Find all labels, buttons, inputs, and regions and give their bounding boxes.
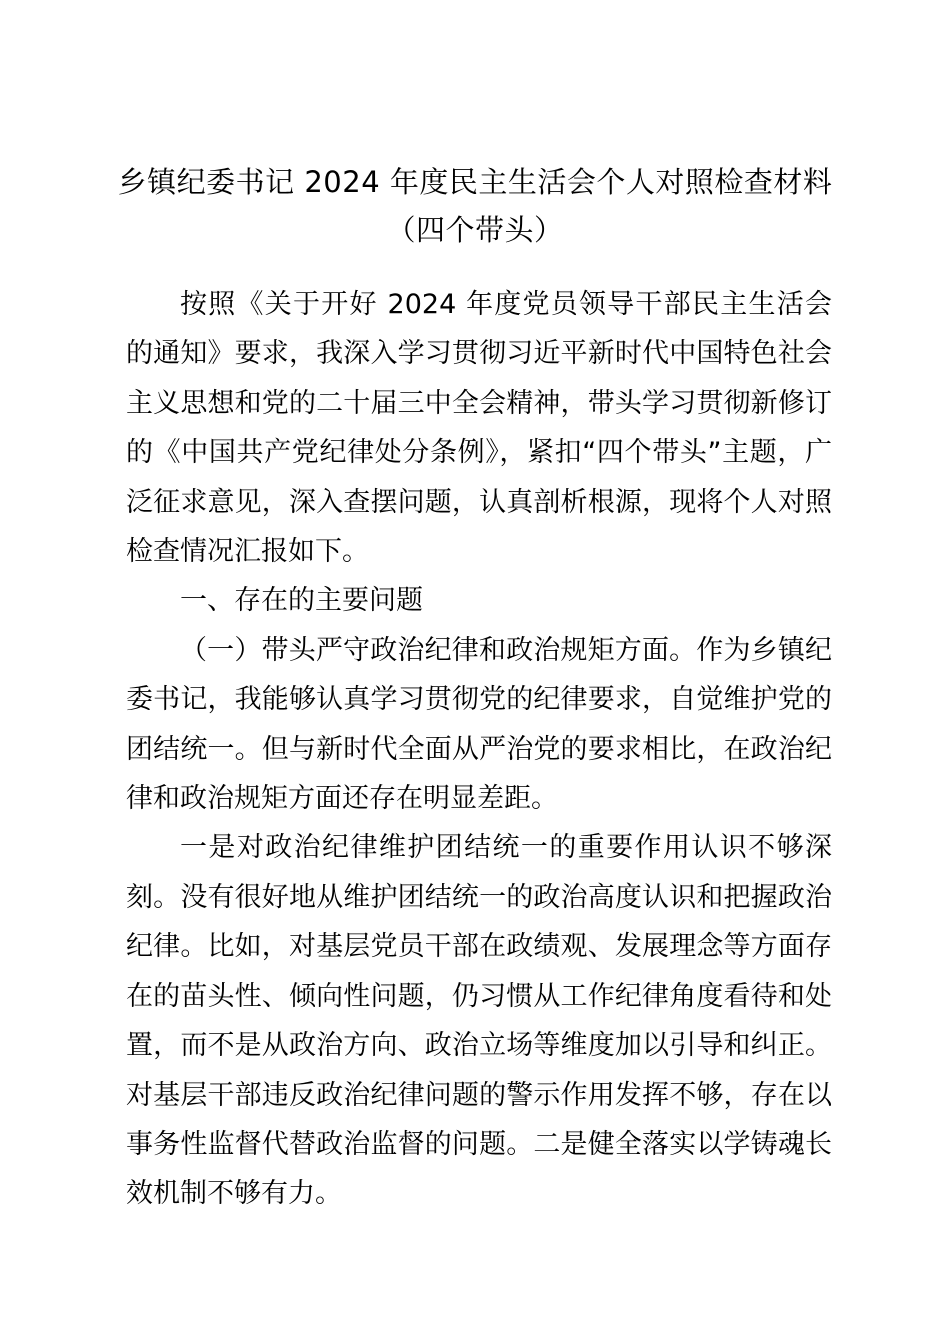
- document-subtitle: （四个带头）: [386, 213, 564, 247]
- document-body: [126, 280, 832, 1219]
- subsection-paragraph: （一）带头严守政治纪律和政治规矩方面。作为乡镇纪委书记，我能够认真学习贯彻党的纪律要求，自觉维护党的团结统一。但与新时代全面从严治党的要求相比，在政治纪律和政治规矩方面还存在明显差距。: [126, 634, 832, 815]
- section-heading: 一、存在的主要问题: [180, 585, 423, 617]
- document-title: 乡镇纪委书记 2024 年度民主生活会个人对照检查材料: [117, 165, 833, 199]
- intro-paragraph: 按照《关于开好 2024 年度党员领导干部民主生活会的通知》要求，我深入学习贯彻习近平新时代中国特色社会主义思想和党的二十届三中全会精神，带头学习贯彻新修订的《中国共产党纪律处分条例》，紧扣“四个带头”主题，广泛征求意见，深入查摆问题，认真剖析根源，现将个人对照检查情况汇报如下。: [126, 289, 832, 568]
- detail-paragraph: 一是对政治纪律维护团结统一的重要作用认识不够深刻。没有很好地从维护团结统一的政治高度认识和把握政治纪律。比如，对基层党员干部在政绩观、发展理念等方面存在的苗头性、倾向性问题，仍习惯从工作纪律角度看待和处置，而不是从政治方向、政治立场等维度加以引导和纠正。对基层干部违反政治纪律问题的警示作用发挥不够，存在以事务性监督代替政治监督的问题。二是健全落实以学铸魂长效机制不够有力。: [126, 832, 832, 1210]
